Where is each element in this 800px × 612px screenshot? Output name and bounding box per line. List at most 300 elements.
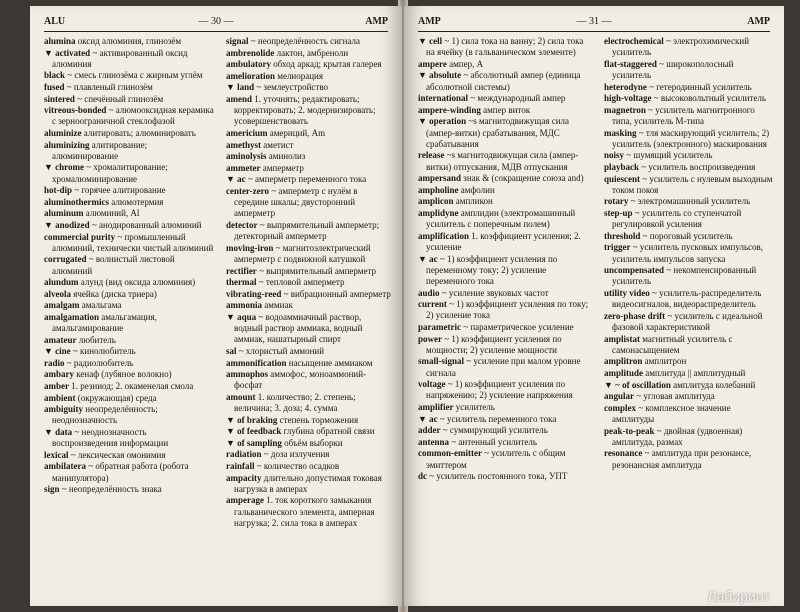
entry-headword: hot-dip (44, 185, 73, 196)
entry-definition: ~ выпрямительный амперметр; детекторный амперметр (234, 219, 380, 242)
entry-definition: алюминий, Al (85, 208, 140, 219)
entry-definition: ~ абсолютный ампер (единица абсолютной системы) (426, 70, 581, 92)
entry-definition: оксид алюминия, глинозём (77, 36, 182, 46)
dictionary-entry (44, 220, 214, 231)
entry-definition: обход аркад; крытая галерея (273, 59, 382, 70)
right-column-1 (418, 36, 594, 483)
entry-headword: sal (226, 345, 237, 356)
entry-definition: ~ неопределённость знака (61, 484, 162, 495)
dictionary-entry (226, 266, 392, 277)
dictionary-entry (44, 185, 214, 196)
entry-headword: amend (226, 93, 253, 104)
dictionary-entry (44, 484, 214, 495)
dictionary-entry (226, 220, 392, 242)
entry-definition: ~ антенный усилитель (451, 436, 538, 447)
dictionary-entry (226, 151, 392, 162)
entry-headword: current (418, 299, 447, 310)
dictionary-entry (604, 368, 774, 379)
entry-definition: ~ выпрямительный амперметр (259, 265, 376, 276)
entry-headword: angular (604, 391, 635, 402)
entry-headword: playback (604, 161, 640, 172)
dictionary-entry (44, 70, 214, 81)
entry-definition: ~s магнитодвижущая сила (ампер-витки) отпускания, МДВ отпускания (426, 150, 579, 172)
dictionary-entry (44, 232, 214, 254)
entry-definition: ~ электрохимический усилитель (612, 36, 750, 58)
entry-definition: ~ амперметр с нулём в середине шкалы; двусторонний амперметр (234, 185, 358, 219)
entry-headword: peak-to-peak (604, 425, 655, 436)
entry-headword: small-signal (418, 356, 465, 367)
entry-definition: ~ усилитель магнитронного типа, усилитель М-типа (612, 104, 755, 126)
entry-headword: dc (418, 471, 427, 482)
dictionary-entry (418, 288, 594, 299)
entry-headword: ▼ land (226, 82, 255, 93)
entry-definition: 1. коэффициент усиления; 2. усиление (426, 230, 581, 252)
entry-definition: ~ угловая амплитуда (636, 391, 715, 402)
entry-definition: амплитуда колебаний (673, 379, 756, 390)
entry-headword: amalgam (44, 300, 80, 311)
dictionary-entry (226, 140, 392, 151)
dictionary-entry (44, 312, 214, 334)
right-page (404, 6, 784, 606)
entry-definition: ~ вибрационный амперметр (283, 288, 391, 299)
entry-headword: amplification (418, 230, 469, 241)
entry-headword: ▼ ac (418, 413, 438, 424)
entry-headword: detector (226, 219, 258, 230)
entry-definition: неопределённость; неоднозначность (52, 404, 158, 426)
entry-definition: усилитель (455, 401, 495, 412)
entry-definition: аммиак (264, 300, 293, 311)
entry-headword: signal (226, 36, 249, 46)
dictionary-entry (44, 94, 214, 105)
dictionary-entry (418, 150, 594, 172)
dictionary-entry (418, 105, 594, 116)
entry-definition: ампер виток (483, 104, 531, 115)
entry-headword: alundum (44, 277, 79, 288)
dictionary-entry (604, 59, 774, 81)
entry-headword: utility video (604, 287, 650, 298)
entry-definition: ~ волнистый листовой алюминий (52, 254, 175, 276)
dictionary-entry (44, 48, 214, 70)
entry-definition: ~ усилитель со ступенчатой регулировкой усиления (612, 207, 742, 230)
dictionary-entry (44, 300, 214, 311)
entry-definition: ~ усилитель постоянного тока, УПТ (429, 471, 568, 482)
dictionary-entry (226, 312, 392, 346)
dictionary-entry (604, 242, 774, 264)
entry-headword: aluminizing (44, 139, 90, 150)
entry-definition: алюмотермия (111, 196, 164, 207)
entry-definition: ~ хлористый аммоний (238, 345, 325, 356)
entry-headword: antenna (418, 436, 450, 447)
left-column-2 (226, 36, 392, 529)
entry-definition: ~ широкополосный усилитель (612, 58, 734, 80)
entry-definition: ~ алюмооксидная керамика с зерноограничной стеклофазой (52, 105, 214, 127)
entry-headword: ambilatera (44, 461, 86, 472)
entry-definition: ~ 1) коэффициент усиления по мощности; 2) усиление мощности (426, 333, 562, 355)
entry-definition: ~ амплитуда при резонансе, резонансная амплитуда (612, 448, 752, 470)
entry-headword: ampere (418, 58, 447, 69)
dictionary-entry (418, 116, 594, 150)
dictionary-entry (418, 70, 594, 92)
entry-definition: ~ электромашинный усилитель (630, 196, 751, 207)
dictionary-entry (604, 380, 774, 391)
dictionary-entry (604, 265, 774, 287)
entry-headword: ▼ cell (418, 36, 443, 46)
dictionary-entry (604, 448, 774, 470)
entry-headword: vibrating-reed (226, 288, 282, 299)
entry-definition: амфолин (460, 184, 495, 195)
dictionary-entry (418, 322, 594, 333)
dictionary-entry (44, 162, 214, 184)
entry-headword: amplitron (604, 356, 643, 367)
entry-definition: ~ двойная (удвоенная) амплитуда, размах (612, 425, 743, 447)
entry-definition: ~ смесь глинозёма с жирным углём (67, 70, 203, 81)
dictionary-entry (44, 105, 214, 127)
entry-definition: ~ параметрическое усиление (463, 321, 574, 332)
dictionary-entry (418, 173, 594, 184)
entry-headword: alveola (44, 288, 71, 299)
dictionary-entry (418, 231, 594, 253)
entry-definition: америций, Am (269, 127, 326, 138)
dictionary-entry (604, 82, 774, 93)
entry-headword: fused (44, 81, 65, 92)
entry-headword: magnetron (604, 104, 646, 115)
dictionary-entry (226, 94, 392, 128)
dictionary-entry (226, 415, 392, 426)
left-page (30, 6, 402, 606)
entry-headword: aluminum (44, 208, 84, 219)
left-page-number: — 30 — (198, 16, 234, 27)
entry-headword: alumina (44, 36, 76, 46)
entry-definition: ~ лексическая омонимия (70, 449, 166, 460)
entry-headword: noisy (604, 150, 625, 161)
entry-definition: амплитрон (644, 356, 687, 367)
dictionary-entry (604, 288, 774, 310)
entry-headword: ▼ activated (44, 47, 91, 58)
entry-headword: aluminothermics (44, 196, 109, 207)
entry-definition: любитель (78, 334, 116, 345)
right-header-rule (418, 31, 770, 32)
dictionary-entry (226, 461, 392, 472)
entry-headword: radiation (226, 449, 262, 460)
entry-definition: ~ анодированный алюминий (91, 219, 202, 230)
entry-definition: ~ шумящий усилитель (626, 150, 713, 161)
dictionary-entry (604, 196, 774, 207)
entry-definition: ~ хромалитирование; хромалюминирование (52, 162, 168, 184)
entry-headword: corrugated (44, 254, 87, 265)
dictionary-entry (604, 105, 774, 127)
entry-definition: амперметр (262, 162, 304, 173)
entry-headword: thermal (226, 277, 257, 288)
dictionary-entry (418, 356, 594, 378)
entry-headword: complex (604, 402, 636, 413)
entry-definition: аминолиз (268, 151, 306, 162)
entry-definition: ~ 1) коэффициент усиления по току; 2) усиление тока (426, 299, 589, 321)
entry-headword: ambient (44, 392, 76, 403)
dictionary-entry (418, 208, 594, 230)
entry-definition: ~ суммирующий усилитель (442, 425, 548, 436)
dictionary-entry (604, 174, 774, 196)
entry-definition: ~ усилитель переменного тока (439, 413, 557, 424)
entry-headword: audio (418, 287, 440, 298)
entry-definition: объём выборки (284, 437, 343, 448)
entry-definition: (окружающая) среда (77, 392, 157, 403)
dictionary-entry (44, 82, 214, 93)
dictionary-entry (44, 381, 214, 392)
entry-headword: ammeter (226, 162, 261, 173)
dictionary-entry (44, 197, 214, 208)
entry-definition: аметист (263, 139, 294, 150)
entry-headword: ▼ of feedback (226, 426, 282, 437)
right-page-number: — 31 — (576, 16, 612, 27)
left-column-1 (44, 36, 214, 496)
entry-definition: степень торможения (279, 414, 359, 425)
dictionary-entry (44, 461, 214, 483)
entry-headword: ampersand (418, 173, 462, 184)
dictionary-entry (604, 311, 774, 333)
entry-definition: алитировать; алюминировать (83, 127, 196, 138)
entry-headword: rotary (604, 196, 629, 207)
dictionary-entry (226, 289, 392, 300)
entry-headword: amelioration (226, 70, 275, 81)
dictionary-entry (226, 473, 392, 495)
entry-headword: center-zero (226, 185, 269, 196)
entry-headword: americium (226, 127, 268, 138)
entry-headword: rainfall (226, 461, 255, 472)
entry-headword: amperage (226, 495, 264, 506)
right-header-guide-word-end: AMP (747, 16, 770, 27)
dictionary-entry (418, 93, 594, 104)
dictionary-entry (226, 392, 392, 414)
entry-definition: амальгамация, амальгамирование (52, 311, 157, 334)
dictionary-entry (226, 346, 392, 357)
entry-definition: ~ некомпенсированный усилитель (612, 265, 757, 287)
dictionary-entry (226, 48, 392, 59)
entry-definition: ~ усилитель с нулевым выходным током покоя (612, 173, 773, 195)
dictionary-entry (226, 369, 392, 391)
entry-definition: ~ неопределённость сигнала (250, 36, 360, 46)
entry-headword: ammonia (226, 300, 262, 311)
dictionary-entry (226, 82, 392, 93)
entry-definition: ампер, А (449, 58, 484, 69)
entry-headword: amateur (44, 334, 77, 345)
entry-headword: common-emitter (418, 448, 482, 459)
dictionary-entry (604, 36, 774, 58)
left-page-header (44, 16, 388, 30)
dictionary-entry (418, 437, 594, 448)
entry-headword: high-voltage (604, 93, 652, 104)
entry-headword: ▼ of sampling (226, 437, 282, 448)
entry-definition: длительно допустимая токовая нагрузка в амперах (234, 472, 382, 494)
entry-headword: black (44, 70, 66, 81)
entry-headword: international (418, 93, 469, 104)
entry-definition: ~ 1) коэффициент усиления по напряжению; 2) усиление напряжения (426, 379, 573, 401)
entry-definition: ~ неоднозначность воспроизведения информации (52, 427, 169, 449)
dictionary-entry (226, 128, 392, 139)
entry-headword: ▼ anodized (44, 219, 90, 230)
dictionary-entry (604, 162, 774, 173)
entry-headword: amplistat (604, 333, 640, 344)
dictionary-entry (604, 231, 774, 242)
dictionary-entry (226, 163, 392, 174)
entry-headword: power (418, 333, 442, 344)
entry-definition: ~ доза излучения (263, 449, 330, 460)
entry-headword: adder (418, 425, 441, 436)
entry-headword: ampacity (226, 472, 262, 483)
entry-headword: ▼ ac (226, 174, 246, 185)
entry-headword: amount (226, 391, 256, 402)
dictionary-entry (604, 403, 774, 425)
dictionary-entry (604, 391, 774, 402)
dictionary-entry (226, 438, 392, 449)
dictionary-entry (44, 289, 214, 300)
entry-definition: ~ 1) сила тока на ванну; 2) сила тока на ячейку (в гальваническом элементе) (426, 36, 584, 58)
entry-headword: ▼ operation (418, 116, 467, 127)
entry-definition: ~ кинолюбитель (72, 346, 136, 357)
dictionary-entry (44, 369, 214, 380)
entry-headword: commercial purity (44, 231, 116, 242)
entry-headword: rectifier (226, 265, 257, 276)
entry-definition: ~ комплексное значение амплитуды (612, 402, 731, 424)
entry-definition: ~ усилитель с общим эмиттером (426, 448, 566, 470)
right-header-guide-word-start: AMP (418, 16, 441, 27)
dictionary-entry (44, 277, 214, 288)
entry-headword: resonance (604, 448, 643, 459)
entry-definition: ~ усиление при малом уровне сигнала (426, 356, 581, 378)
entry-headword: threshold (604, 230, 641, 241)
entry-headword: ▼ ac (418, 253, 438, 264)
dictionary-entry (604, 334, 774, 356)
entry-headword: masking (604, 127, 637, 138)
entry-headword: quiescent (604, 173, 640, 184)
dictionary-entry (226, 300, 392, 311)
entry-headword: aluminize (44, 127, 82, 138)
entry-definition: ~ амперметр переменного тока (247, 174, 367, 185)
entry-definition: аммофос, моноаммоний-фосфат (234, 369, 367, 391)
entry-headword: ▼ chrome (44, 162, 84, 173)
entry-headword: ▼ aqua (226, 311, 257, 322)
dictionary-entry (418, 425, 594, 436)
entry-headword: ▼ data (44, 427, 73, 438)
entry-definition: ~ плавленый глинозём (66, 81, 153, 92)
entry-definition: кенаф (лубяное волокно) (76, 369, 172, 380)
entry-headword: ampere-winding (418, 104, 481, 115)
entry-definition: ~ обратная работа (робота манипулятора) (52, 461, 189, 483)
entry-headword: ▼ cine (44, 346, 71, 357)
entry-headword: sintered (44, 93, 75, 104)
entry-definition: ~ радиолюбитель (66, 357, 134, 368)
entry-definition: ~ усиление звуковых частот (441, 287, 549, 298)
entry-definition: ~ пороговый усилитель (642, 230, 733, 241)
entry-headword: parametric (418, 321, 461, 332)
dictionary-entry (44, 427, 214, 449)
entry-definition: 1. уточнять; редактировать; корректировать; 2. модернизировать; усовершенствовать (234, 93, 376, 127)
entry-definition: ~ усилитель-распределитель видеосигналов, видеораспределитель (612, 287, 762, 310)
entry-headword: uncompensated (604, 265, 665, 276)
entry-definition: ~ усилитель воспроизведения (641, 161, 756, 172)
entry-headword: ▼ absolute (418, 70, 462, 81)
entry-headword: ▼ of braking (226, 414, 278, 425)
dictionary-entry (44, 358, 214, 369)
dictionary-entry (44, 450, 214, 461)
entry-definition: ~ международный ампер (470, 93, 566, 104)
dictionary-entry (226, 174, 392, 185)
dictionary-entry (226, 277, 392, 288)
entry-definition: ~s магнитодвижущая сила (ампер-витки) срабатывания, МДС срабатывания (426, 116, 570, 149)
right-page-header (418, 16, 770, 30)
dictionary-entry (418, 196, 594, 207)
watermark-logo: Лабиринт (707, 588, 770, 604)
entry-definition: насыщение аммиаком (288, 357, 373, 368)
dictionary-entry (226, 59, 392, 70)
left-header-guide-word-start: ALU (44, 16, 66, 27)
dictionary-entry (226, 426, 392, 437)
entry-headword: voltage (418, 379, 446, 390)
entry-definition: ~ горячее алитирование (74, 185, 166, 196)
dictionary-entry (226, 449, 392, 460)
entry-headword: amber (44, 381, 69, 392)
entry-definition: ~ водоаммиачный раствор, водный раствор аммиака, водный аммиак, нашатырный спирт (234, 311, 363, 345)
entry-headword: vitreous-bonded (44, 105, 107, 116)
dictionary-entry (418, 59, 594, 70)
dictionary-entry (44, 404, 214, 426)
entry-headword: sign (44, 484, 60, 495)
entry-definition: 1. ток короткого замыкания гальванического элемента, амперная нагрузка; 2. сила тока в амперах (234, 495, 375, 528)
right-column-2 (604, 36, 774, 471)
entry-headword: zero-phase drift (604, 310, 666, 321)
dictionary-entry (226, 243, 392, 265)
dictionary-entry (44, 393, 214, 404)
dictionary-entry (44, 128, 214, 139)
entry-headword: electrochemical (604, 36, 664, 46)
dictionary-entry (44, 335, 214, 346)
dictionary-entry (44, 36, 214, 47)
entry-headword: amplitude (604, 367, 644, 378)
dictionary-entry (418, 299, 594, 321)
entry-definition: ~ магнитоэлектрический амперметр с подвижной катушкой (234, 242, 371, 264)
entry-definition: ~ тля маскирующий усилитель; 2) усилитель (электронного) маскирования (612, 127, 770, 149)
dictionary-entry (226, 71, 392, 82)
entry-definition: ~ количество осадков (256, 461, 340, 472)
entry-definition: ампликон (455, 196, 493, 207)
dictionary-entry (604, 356, 774, 367)
dictionary-entry (604, 208, 774, 230)
entry-definition: амплидин (электромашинный усилитель с поперечным полем) (426, 207, 576, 230)
entry-definition: знак & (сокращение союза and) (463, 173, 584, 184)
entry-definition: 1. резниод; 2. окаменелая смола (71, 381, 194, 392)
dictionary-entry (418, 185, 594, 196)
entry-headword: aminolysis (226, 151, 267, 162)
dictionary-entry (418, 471, 594, 482)
entry-definition: 1. количество; 2. степень; величина; 3. доза; 4. сумма (234, 391, 356, 414)
entry-headword: ambulatory (226, 59, 271, 70)
entry-definition: амальгама (81, 300, 122, 311)
dictionary-entry (604, 128, 774, 150)
dictionary-entry (226, 186, 392, 220)
entry-definition: ~ землеустройство (256, 82, 329, 93)
dictionary-entry (418, 402, 594, 413)
entry-headword: trigger (604, 242, 631, 253)
dictionary-entry (604, 150, 774, 161)
entry-definition: ~ высоковольтный усилитель (653, 93, 766, 104)
entry-headword: release (418, 150, 445, 161)
dictionary-entry (418, 36, 594, 58)
entry-headword: amplifier (418, 401, 454, 412)
dictionary-entry (226, 495, 392, 529)
dictionary-entry (418, 334, 594, 356)
dictionary-entry (44, 346, 214, 357)
entry-definition: глубина обратной связи (283, 426, 375, 437)
entry-headword: heterodyne (604, 81, 647, 92)
